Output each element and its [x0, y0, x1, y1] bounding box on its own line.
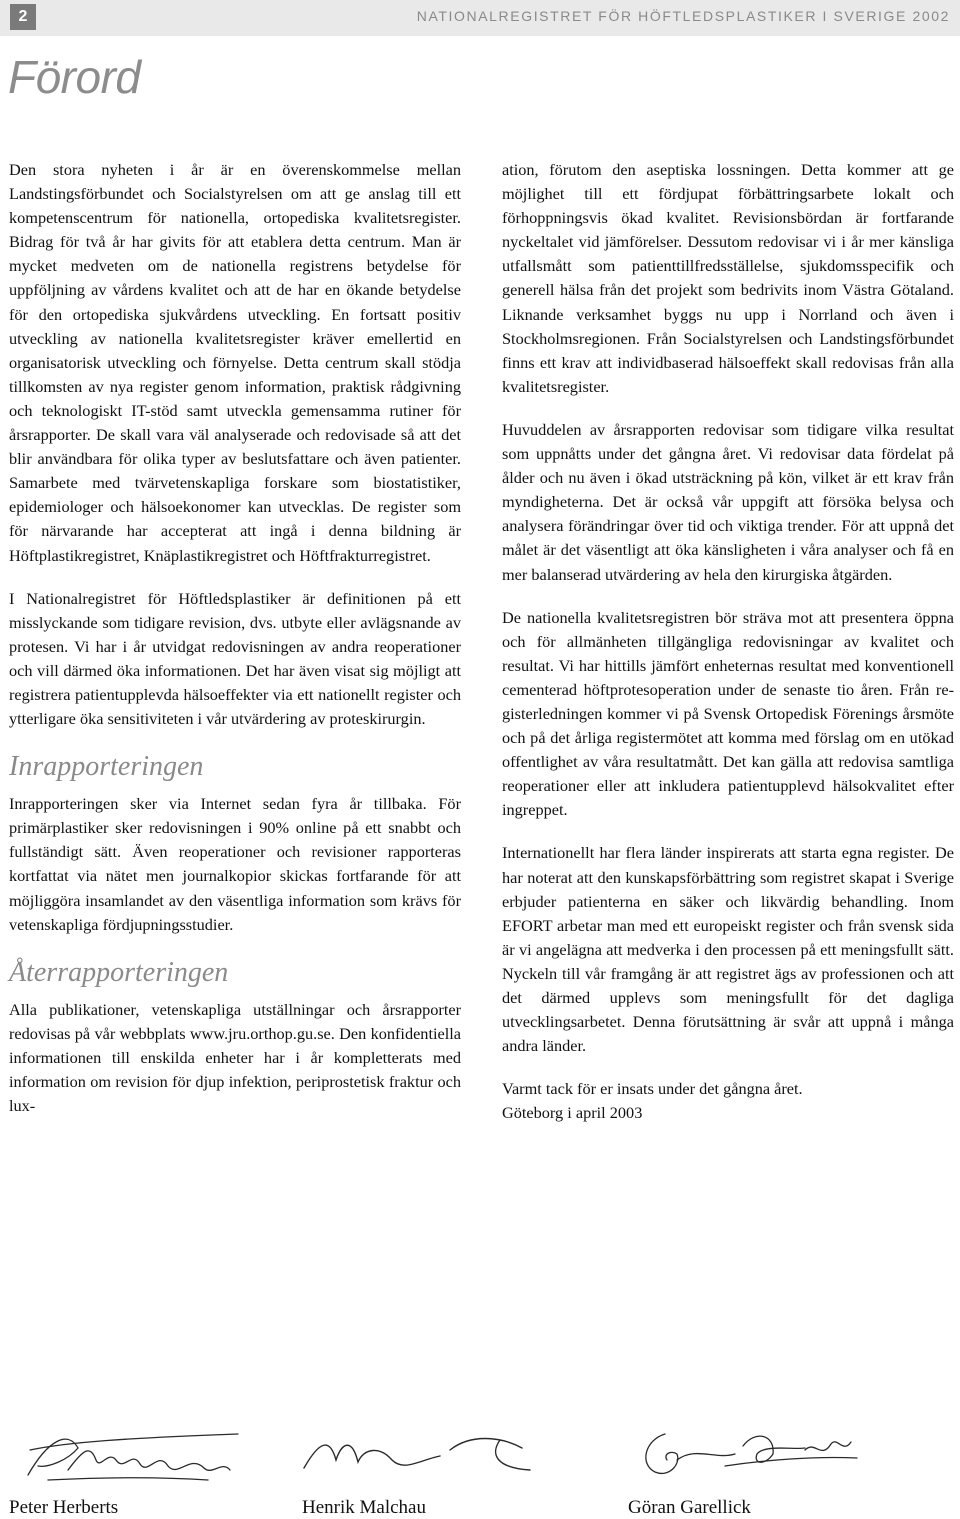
signer-name: Henrik Malchau [302, 1497, 426, 1518]
closing-place-date: Göteborg i april 2003 [502, 1103, 643, 1123]
section-heading-aterrapporteringen: Återrapporteringen [9, 956, 229, 988]
paragraph: Alla publikationer, vetenskapliga utställningar och årsrapporter redovisas på vår webbplats www.jru.orthop.gu.se. Den konfidentiella informationen till enskilda enheter har i år kompletterats med information om revision för djup infektion, periprostetisk fraktur och lux- [9, 999, 461, 1116]
signature-peter-herberts [8, 1420, 248, 1490]
signature-area [0, 1420, 960, 1519]
closing-thanks: Varmt tack för er insats under det gångna året. [502, 1079, 803, 1099]
running-title: NATIONALREGISTRET FÖR HÖFTLEDSPLASTIKER I SVERIGE 2002 [416, 8, 950, 24]
section-heading-inrapporteringen: Inrapporteringen [9, 751, 204, 783]
paragraph: Inrapporteringen sker via Internet sedan fyra år tillbaka. För primärplastiker sker redovisningen i 90% online på ett snabbt och fullständigt sätt. Även reoperationer och revisioner rapporteras kortfattat via nätet men journalkopior skickas fortfarande för att möjliggöra insamlandet av den väsentliga information som krävs för vetenskapliga fördjupningsstudier. [9, 794, 461, 934]
right-column [502, 158, 954, 1125]
signer-name: Göran Garellick [628, 1497, 751, 1518]
paragraph: I Nationalregistret för Höftledsplastiker är definitionen på ett misslyckande som tidigare revision, dvs. utbyte eller avlägsnande av protesen. Vi har i år utvidgat redovisningen av andra reoperationer och vill därmed öka informationen. Det har även visat sig möjligt att registrera patientupplevda hälsoeffekter via ett nationellt register och ytterligare öka sensitiviteten i vår utvärdering av proteskirurgin. [9, 588, 461, 729]
signature-henrik-malchau [300, 1420, 540, 1490]
paragraph: Huvuddelen av årsrapporten redovisar som tidigare vilka resultat som uppnåtts under det gångna året. Vi redovisar data fördelat på ålder och nu även i ökad utsträckning på kön, vilket är ett krav från myndigheterna. Det är också vår uppgift att försöka belysa och analysera förändringar över tid och viktiga trender. För att uppnå det målet är det väsentligt att öka känsligheten i våra analyser och få en mer balanserad utvärdering av hela den kirurgiska åtgärden. [502, 419, 954, 584]
paragraph: Internationellt har flera länder inspirerats att starta egna register. De har noterat att den kunskapsförbättring som registret skapat i Sverige erbjuder patienterna en säker och likvärdig behandling. Inom EFORT arbetar man med ett europeiskt register och från svensk sida är vi angelägna att medverka i den processen på ett meningsfullt sätt. Nyckeln till vår framgång är att registret ägs av professionen och att det därmed upplevs som meningsfullt för det dagliga utvecklingsarbetet. Denna förutsättning är svår att uppnå i många andra länder. [502, 843, 954, 1056]
paragraph: De nationella kvalitetsregistren bör sträva mot att presentera öppna och för allmänheten tillgängliga redovisningar av kvalitet och resultat. Vi har hittills jämfört enheternas resultat med konventionell cementerad höftprotesoperation under de senaste tio åren. Från registerledningen kommer vi på Svensk Ortopedisk Förenings årsmöte och på det årliga registermötet att komma med förslag om en utökad offentlighet av våra resultatmått. Det kan gälla att redovisa samtliga reoperationer eller att inkludera patientupplevd hälsokvalitet efter ingreppet. [502, 607, 954, 820]
left-column [9, 158, 461, 1137]
paragraph: ation, förutom den aseptiska lossningen. Detta kommer att ge möjlighet till ett fördjupat förbättringsarbete lokalt och förhoppningsvis ökad kvalitet. Revisionsbördan är fortfarande nyckeltalet vid jämförelser. Dessutom redovisar vi i år mer känsliga utfallsmått som patienttillfredsställelse, sjukdomsspecifik och generell hälsa från det projekt som bedrivits inom Västra Götaland. Liknande verksamhet byggs nu upp i Norrland och även i Stockholmsregionen. Från Socialstyrelsen och Landstingsförbundet finns ett krav att individbaserad hälsoeffekt skall redovisas från alla kvalitetsregister. [502, 160, 954, 396]
page-header [0, 0, 960, 36]
page-title: Förord [8, 51, 141, 103]
paragraph: Den stora nyheten i år är en överenskommelse mellan Landstingsförbundet och Socialstyrelsen om att ge anslag till ett kompetenscentrum för nationella, ortopediska kvalitetsregister. Bidrag för två år har givits för att etablera detta centrum. Man är mycket medveten om de nationella registrens betydelse för uppföljning av vårdens kvalitet och att de har en ökande betydelse för den ortopediska sjukvårdens utveckling. En fortsatt positiv utveckling av nationella kvalitetsregister kräver emellertid en organisatorisk utveckling och förnyelse. Detta centrum skall stödja tillkomsten av nya register genom information, praktisk rådgivning och teknologiskt IT-stöd samt utveckla gemensamma rutiner för årsrapporter. De skall vara väl analyserade och redovisade så att det blir användbara för olika typer av beslutsfattare och även patienter. Samarbete med tvärvetenskapliga forskare som biostatistiker, epidemiologer och hälsoekonomer kan utvecklas. De register som för närvarande har accepterat att ingå i denna bildning är Höftplastikregistret, Knäplastikregistret och Höftfrakturregistret. [9, 160, 461, 565]
signer-name: Peter Herberts [9, 1497, 119, 1518]
signature-goran-garellick [625, 1420, 865, 1490]
page-number: 2 [10, 4, 36, 30]
